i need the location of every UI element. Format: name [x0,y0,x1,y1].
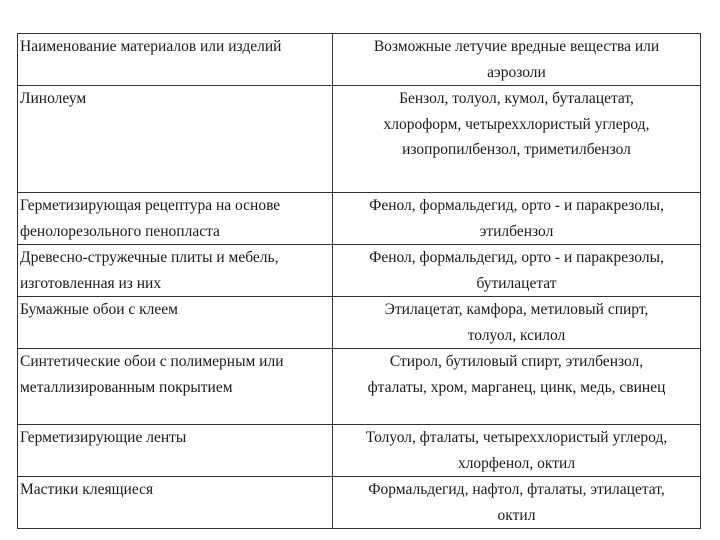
cell-line: Герметизирующая рецептура на основе [20,197,281,214]
table-row [18,86,701,193]
material-cell [18,349,333,425]
cell-line: хлорфенол, октил [457,454,576,472]
cell-line: хлороформ, четыреххлористый углерод, [383,115,650,133]
cell-line: металлизированным покрытием [20,378,233,396]
cell-line: фенолорезольного пенопласта [20,222,220,240]
table-row [18,193,701,245]
cell-line: Фенол, формальдегид, орто - и паракрезолы, [369,249,664,266]
cell-line: Формальдегид, нафтол, фталаты, этилацетат, [368,481,665,498]
material-cell [18,86,333,193]
cell-line: изопропилбензол, триметилбензол [402,141,631,158]
cell-line: изготовленная из них [20,274,162,292]
header-materials [18,34,333,86]
table-row [18,245,701,297]
cell-line: Толуол, фталаты, четыреххлористый углерод, [365,429,668,446]
substances-cell [333,425,701,477]
cell-line: октил [497,506,536,524]
cell-line: Герметизирующие ленты [20,429,187,446]
table-row [18,297,701,349]
materials-table [17,33,701,529]
table-row [18,477,701,529]
material-cell [18,297,333,349]
cell-line: Стирол, бутиловый спирт, этилбензол, [389,353,644,370]
cell-line: Возможные летучие вредные вещества или [373,38,660,55]
cell-line: Бумажные обои с клеем [20,301,178,318]
substances-cell [333,245,701,297]
material-cell [18,477,333,529]
cell-line: Этилацетат, камфора, метиловый спирт, [384,301,649,318]
substances-cell [333,477,701,529]
cell-line: Бензол, толуол, кумол, буталацетат, [399,90,634,107]
substances-cell [333,193,701,245]
table-row [18,425,701,477]
substances-cell [333,86,701,193]
cell-line: Фенол, формальдегид, орто - и паракрезолы, [369,197,664,214]
cell-line: Линолеум [20,90,87,107]
substances-cell [333,349,701,425]
cell-line: бутилацетат [476,274,557,292]
header-substances [333,34,701,86]
material-cell [18,193,333,245]
substances-cell [333,297,701,349]
material-cell [18,425,333,477]
cell-line: Наименование материалов или изделий [20,38,282,55]
table-header-row [18,34,701,86]
material-cell [18,245,333,297]
cell-line: этилбензол [479,222,554,240]
cell-line: фталаты, хром, марганец, цинк, медь, свинец [367,378,666,396]
cell-line: Мастики клеящиеся [20,481,154,498]
cell-line: толуол, ксилол [467,326,566,344]
cell-line: Синтетические обои с полимерным или [20,353,284,370]
cell-line: Древесно-стружечные плиты и мебель, [20,249,279,266]
cell-line: аэрозоли [487,63,546,81]
table-row [18,349,701,425]
